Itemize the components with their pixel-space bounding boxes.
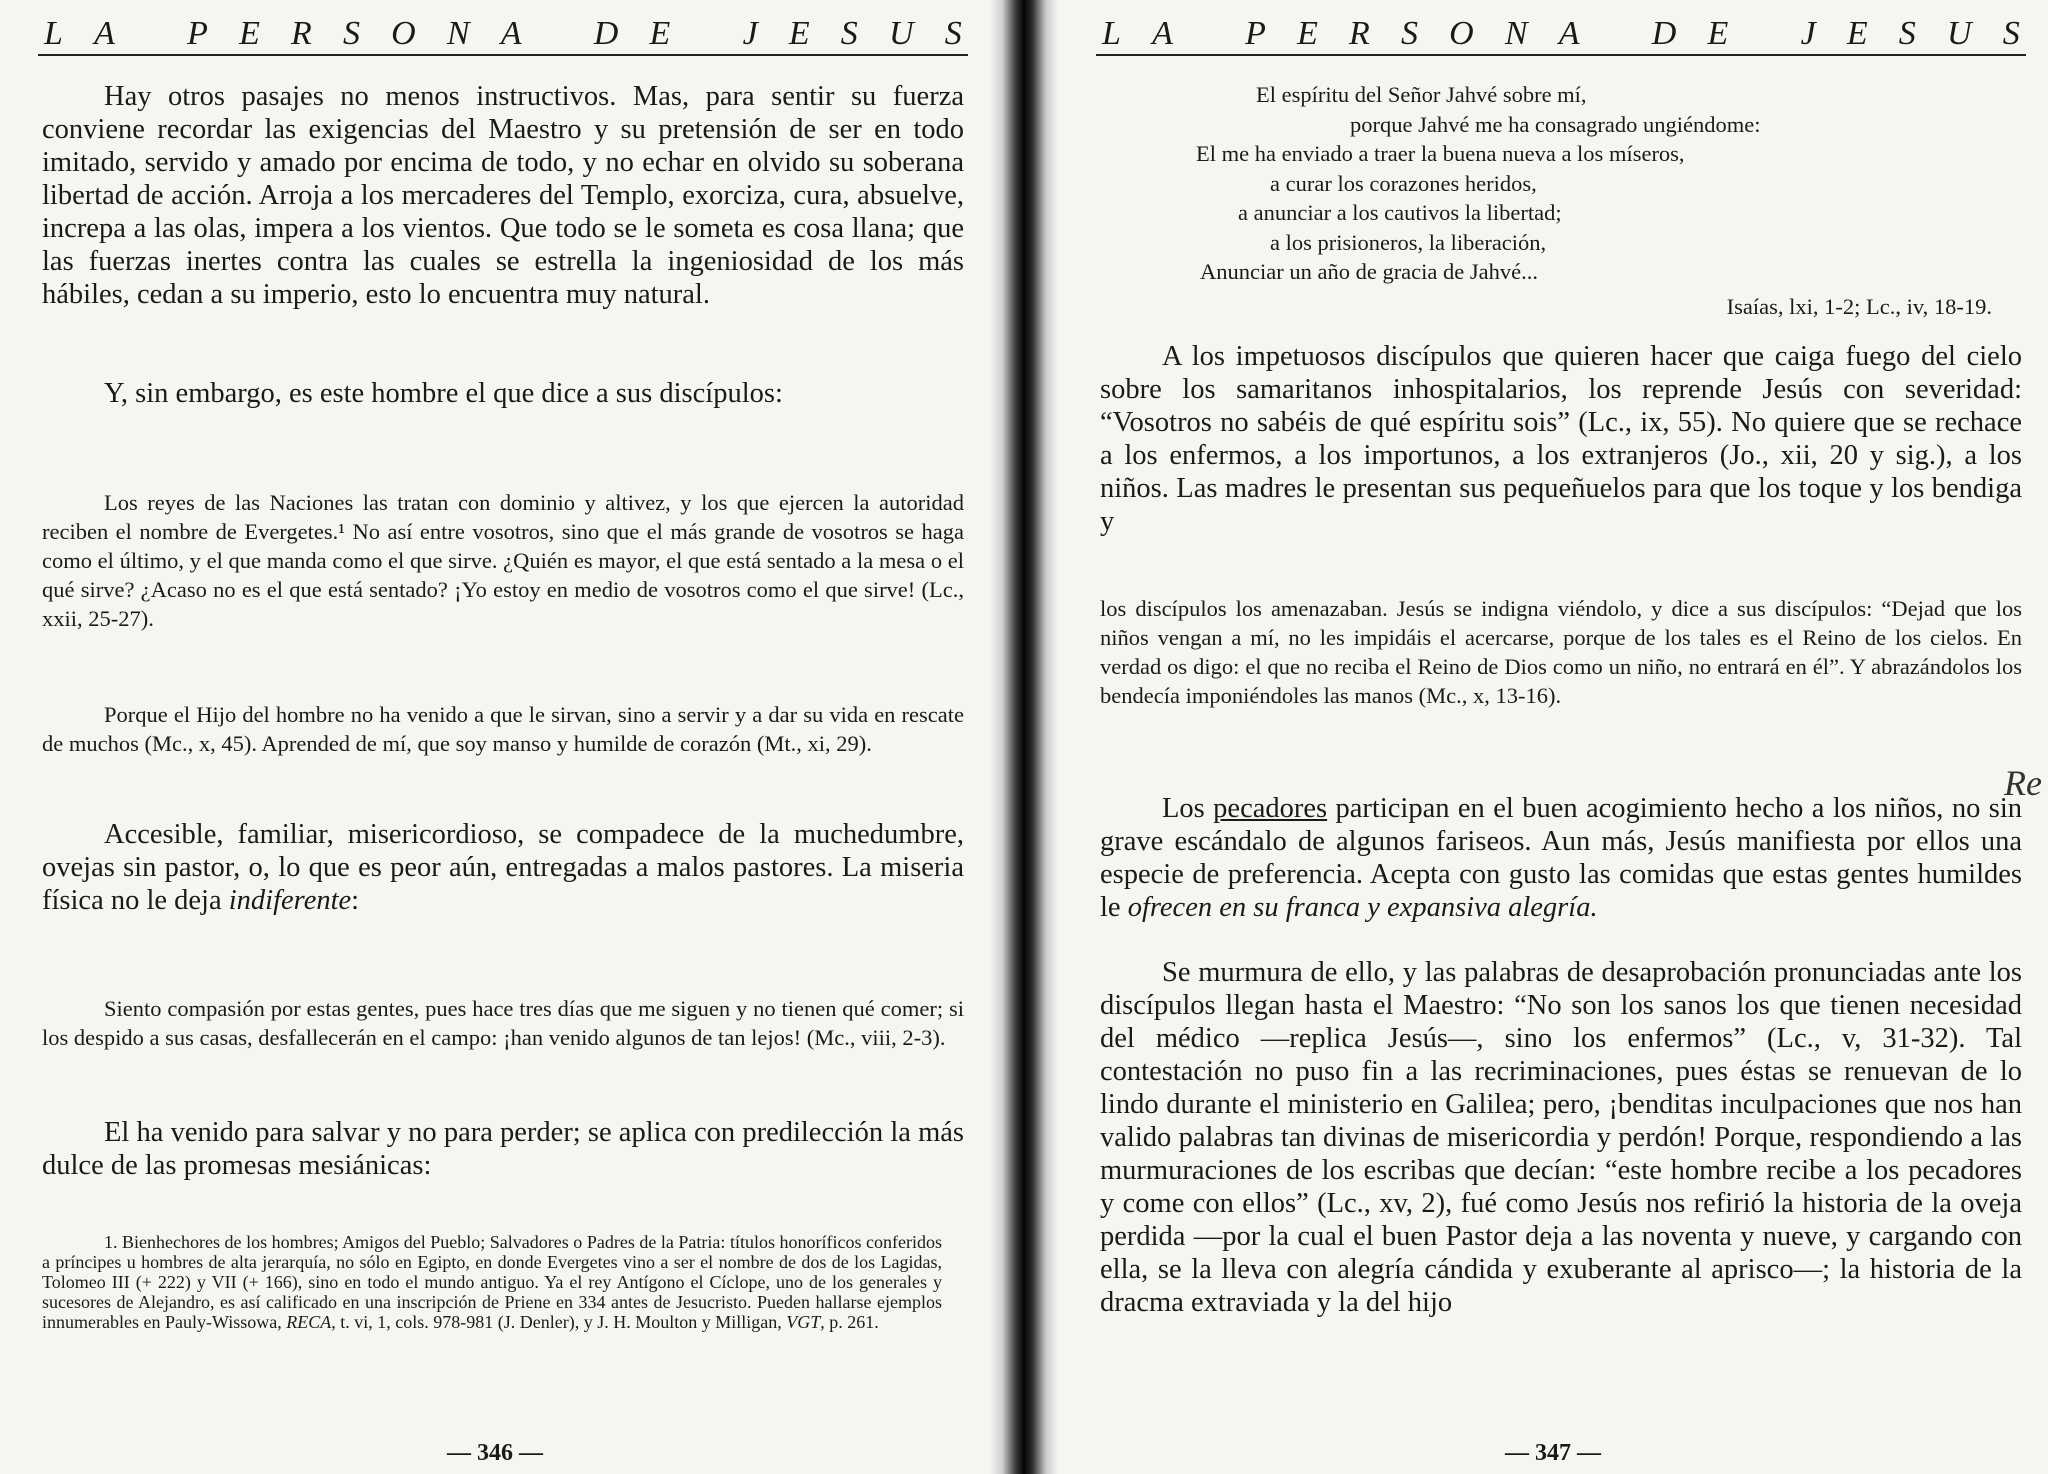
verse-quote [1118,80,2018,287]
verse-line: a anunciar a los cautivos la libertad; [1238,200,1562,225]
head-letter: E [1297,15,1318,52]
head-letter: D [593,15,619,52]
verse-line: a los prisioneros, la liberación, [1270,229,1547,255]
head-letter: S [840,15,858,52]
left-quote-2: Porque el Hijo del hombre no ha venido a que le sirvan, sino a servir y a dar su vida en rescate de muchos (Mc., x, 45). Aprended de mí, que soy manso y humilde de corazón (Mt., xi, 29). [42,702,964,756]
head-letter: N [1504,15,1528,52]
right-page [1058,0,2048,1474]
head-letter: R [291,15,312,52]
head-letter: E [1707,15,1729,52]
head-letter: A [1152,15,1173,52]
left-quote-1: Los reyes de las Naciones las tratan con dominio y altivez, y los que ejercen la autoridad reciben el nombre de Evergetes.¹ No así entre vosotros, sino que el más grande de vosotros se haga como el último, y el que manda como el que sirve. ¿Quién es mayor, el que está sentado a la mesa o el qué sirve? ¿Acaso no es el que está sentado? ¡Yo estoy en medio de vosotros como el que sirve! (Lc., xxii, 25-27). [42,490,964,631]
head-letter: A [500,15,522,52]
page-number-right: — 347 — [1505,1440,1601,1466]
left-paragraph-3-end: : [351,885,360,916]
head-letter: A [94,15,115,52]
right-paragraph-2-underlined: pecadores [1213,793,1328,824]
footnote-vgt: VGT [786,1312,821,1332]
head-letter: E [1846,15,1868,52]
right-paragraph-2 [1100,792,2022,924]
head-letter: O [1449,15,1474,52]
head-letter: P [187,15,208,52]
head-letter: R [1349,15,1370,52]
head-letter: S [944,15,962,52]
right-paragraph-3: Se murmura de ello, y las palabras de desaprobación pronunciadas ante los discípulos llegan hasta el Maestro: “No son los sanos los que tienen necesidad del médico —replica Jesús—, sino los enfermos” (Lc., v, 31-32). Tal contestación no puso fin a las recriminaciones, pues éstas se renuevan de lo lindo durante el ministerio en Galilea; pero, ¡benditas inculpaciones que nos han valido palabras tan divinas de misericordia y perdón! Porque, respondiendo a las murmuraciones de los escribas que decían: “este hombre recibe a los pecadores y come con ellos” (Lc., xv, 2), fué como Jesús nos refirió la historia de la oveja perdida —por la cual el buen Pastor deja a las noventa y nueve, y cargando con ella, se la lleva con alegría cándida y exuberante al aprisco—; la historia de la dracma extraviada y la del hijo [1100,957,2022,1318]
left-paragraph-4: El ha venido para salvar y no para perder; se aplica con predilección la más dulce de las promesas mesiánicas: [42,1117,964,1181]
right-quote-1: los discípulos los amenazaban. Jesús se indigna viéndolo, y dice a sus discípulos: “Dejad que los niños vengan a mí, no les impidáis el acercarse, porque de los tales es el Reino de los cielos. En verdad os digo: el que no reciba el Reino de Dios como un niño, no entrará en él”. Y abrazándolos los bendecía imponiéndoles las manos (Mc., x, 13-16). [1100,596,2022,708]
head-letter: E [239,15,260,52]
handwritten-margin-note: Re [2004,763,2042,803]
head-letter: J [1800,15,1816,52]
verse-reference: Isaías, lxi, 1-2; Lc., iv, 18-19. [1726,294,1992,319]
head-letter: L [44,15,64,52]
head-letter: D [1651,15,1677,52]
left-page [0,0,990,1474]
verse-line: Anunciar un año de gracia de Jahvé... [1200,259,1538,284]
head-letter: S [2002,15,2020,52]
verse-line: El me ha enviado a traer la buena nueva a los míseros, [1196,141,1685,166]
right-paragraph-2-text: participan en el buen acogimiento hecho a los niños, no sin grave escándalo de algunos fariseos. Aun más, Jesús manifiesta por ellos una especie de preferencia. Acepta con gusto las comidas que estas gentes humildes le [1100,793,2022,923]
running-head-right [1096,12,2026,56]
head-letter: U [888,15,914,52]
left-paragraph-3 [42,818,964,917]
left-paragraph-2: Y, sin embargo, es este hombre el que dice a sus discípulos: [104,378,783,409]
left-paragraph-3-italic: indiferente [228,885,352,916]
right-paragraph-1: A los impetuosos discípulos que quieren hacer que caiga fuego del cielo sobre los samaritanos inhospitalarios, los reprende Jesús con severidad: “Vosotros no sabéis de qué espíritu sois” (Lc., ix, 55). No quiere que se rechace a los enfermos, a los importunos, a los extranjeros (Jo., xii, 20 y sig.), a los niños. Las madres le presentan sus pequeñuelos para que los toque y los bendiga y [1100,341,2022,537]
footnote-reca: RECA [286,1312,332,1332]
head-letter: E [788,15,810,52]
right-paragraph-2-start: Los [1162,793,1214,824]
right-paragraph-2-italic: ofrecen en su franca y expansiva alegría. [1127,892,1598,923]
footnote-text-b: , t. vi, 1, cols. 978-981 (J. Denler), y J. H. Moulton y Milligan, [331,1312,787,1332]
running-head-left [38,12,968,56]
head-letter: S [1400,15,1419,52]
verse-line: El espíritu del Señor Jahvé sobre mí, [1256,82,1587,107]
head-letter: E [649,15,671,52]
left-quote-3: Siento compasión por estas gentes, pues hace tres días que me siguen y no tienen qué comer; si los despido a sus casas, desfallecerán en el campo: ¡han venido algunos de tan lejos! (Mc., viii, 2-3). [42,996,964,1050]
head-letter: S [342,15,361,52]
footnote-text-c: , p. 261. [820,1312,879,1332]
head-letter: L [1102,15,1122,52]
head-letter: J [742,15,758,52]
page-number-left: — 346 — [447,1440,543,1466]
book-gutter [990,0,1058,1474]
head-letter: O [391,15,416,52]
head-letter: P [1245,15,1266,52]
verse-line: porque Jahvé me ha consagrado ungiéndome: [1350,111,1761,137]
left-paragraph-3-text: Accesible, familiar, misericordioso, se compadece de la muchedumbre, ovejas sin pastor, o, lo que es peor aún, entregadas a malos pastores. La miseria física no le deja [42,819,964,916]
head-letter: N [446,15,470,52]
footnote-text-a: 1. Bienhechores de los hombres; Amigos del Pueblo; Salvadores o Padres de la Patria: títulos honoríficos conferidos a príncipes u hombres de alta jerarquía, no sólo en Egipto, en donde Evergetes vino a ser el nombre de dos de los Lagidas, Tolomeo III (+ 222) y VII (+ 166), sino en todo el mundo antiguo. Ya el rey Antígono el Cíclope, uno de los generales y sucesores de Alejandro, es así calificado en una inscripción de Priene en 334 antes de Jesucristo. Pueden hallarse ejemplos innumerables en Pauly-Wissowa, [42,1232,942,1332]
left-paragraph-1: Hay otros pasajes no menos instructivos. Mas, para sentir su fuerza conviene recordar las exigencias del Maestro y su pretensión de ser en todo imitado, servido y amado por encima de todo, y no echar en olvido su soberana libertad de acción. Arroja a los mercaderes del Templo, exorciza, cura, absuelve, increpa a las olas, impera a los vientos. Que todo se le someta es cosa llana; que las fuerzas inertes contra las cuales se estrella la ingeniosidad de los más hábiles, cedan a su imperio, esto lo encuentra muy natural. [42,81,964,310]
head-letter: S [1898,15,1916,52]
head-letter: U [1946,15,1972,52]
footnote [42,1232,942,1332]
head-letter: A [1558,15,1580,52]
verse-line: a curar los corazones heridos, [1270,170,1537,196]
